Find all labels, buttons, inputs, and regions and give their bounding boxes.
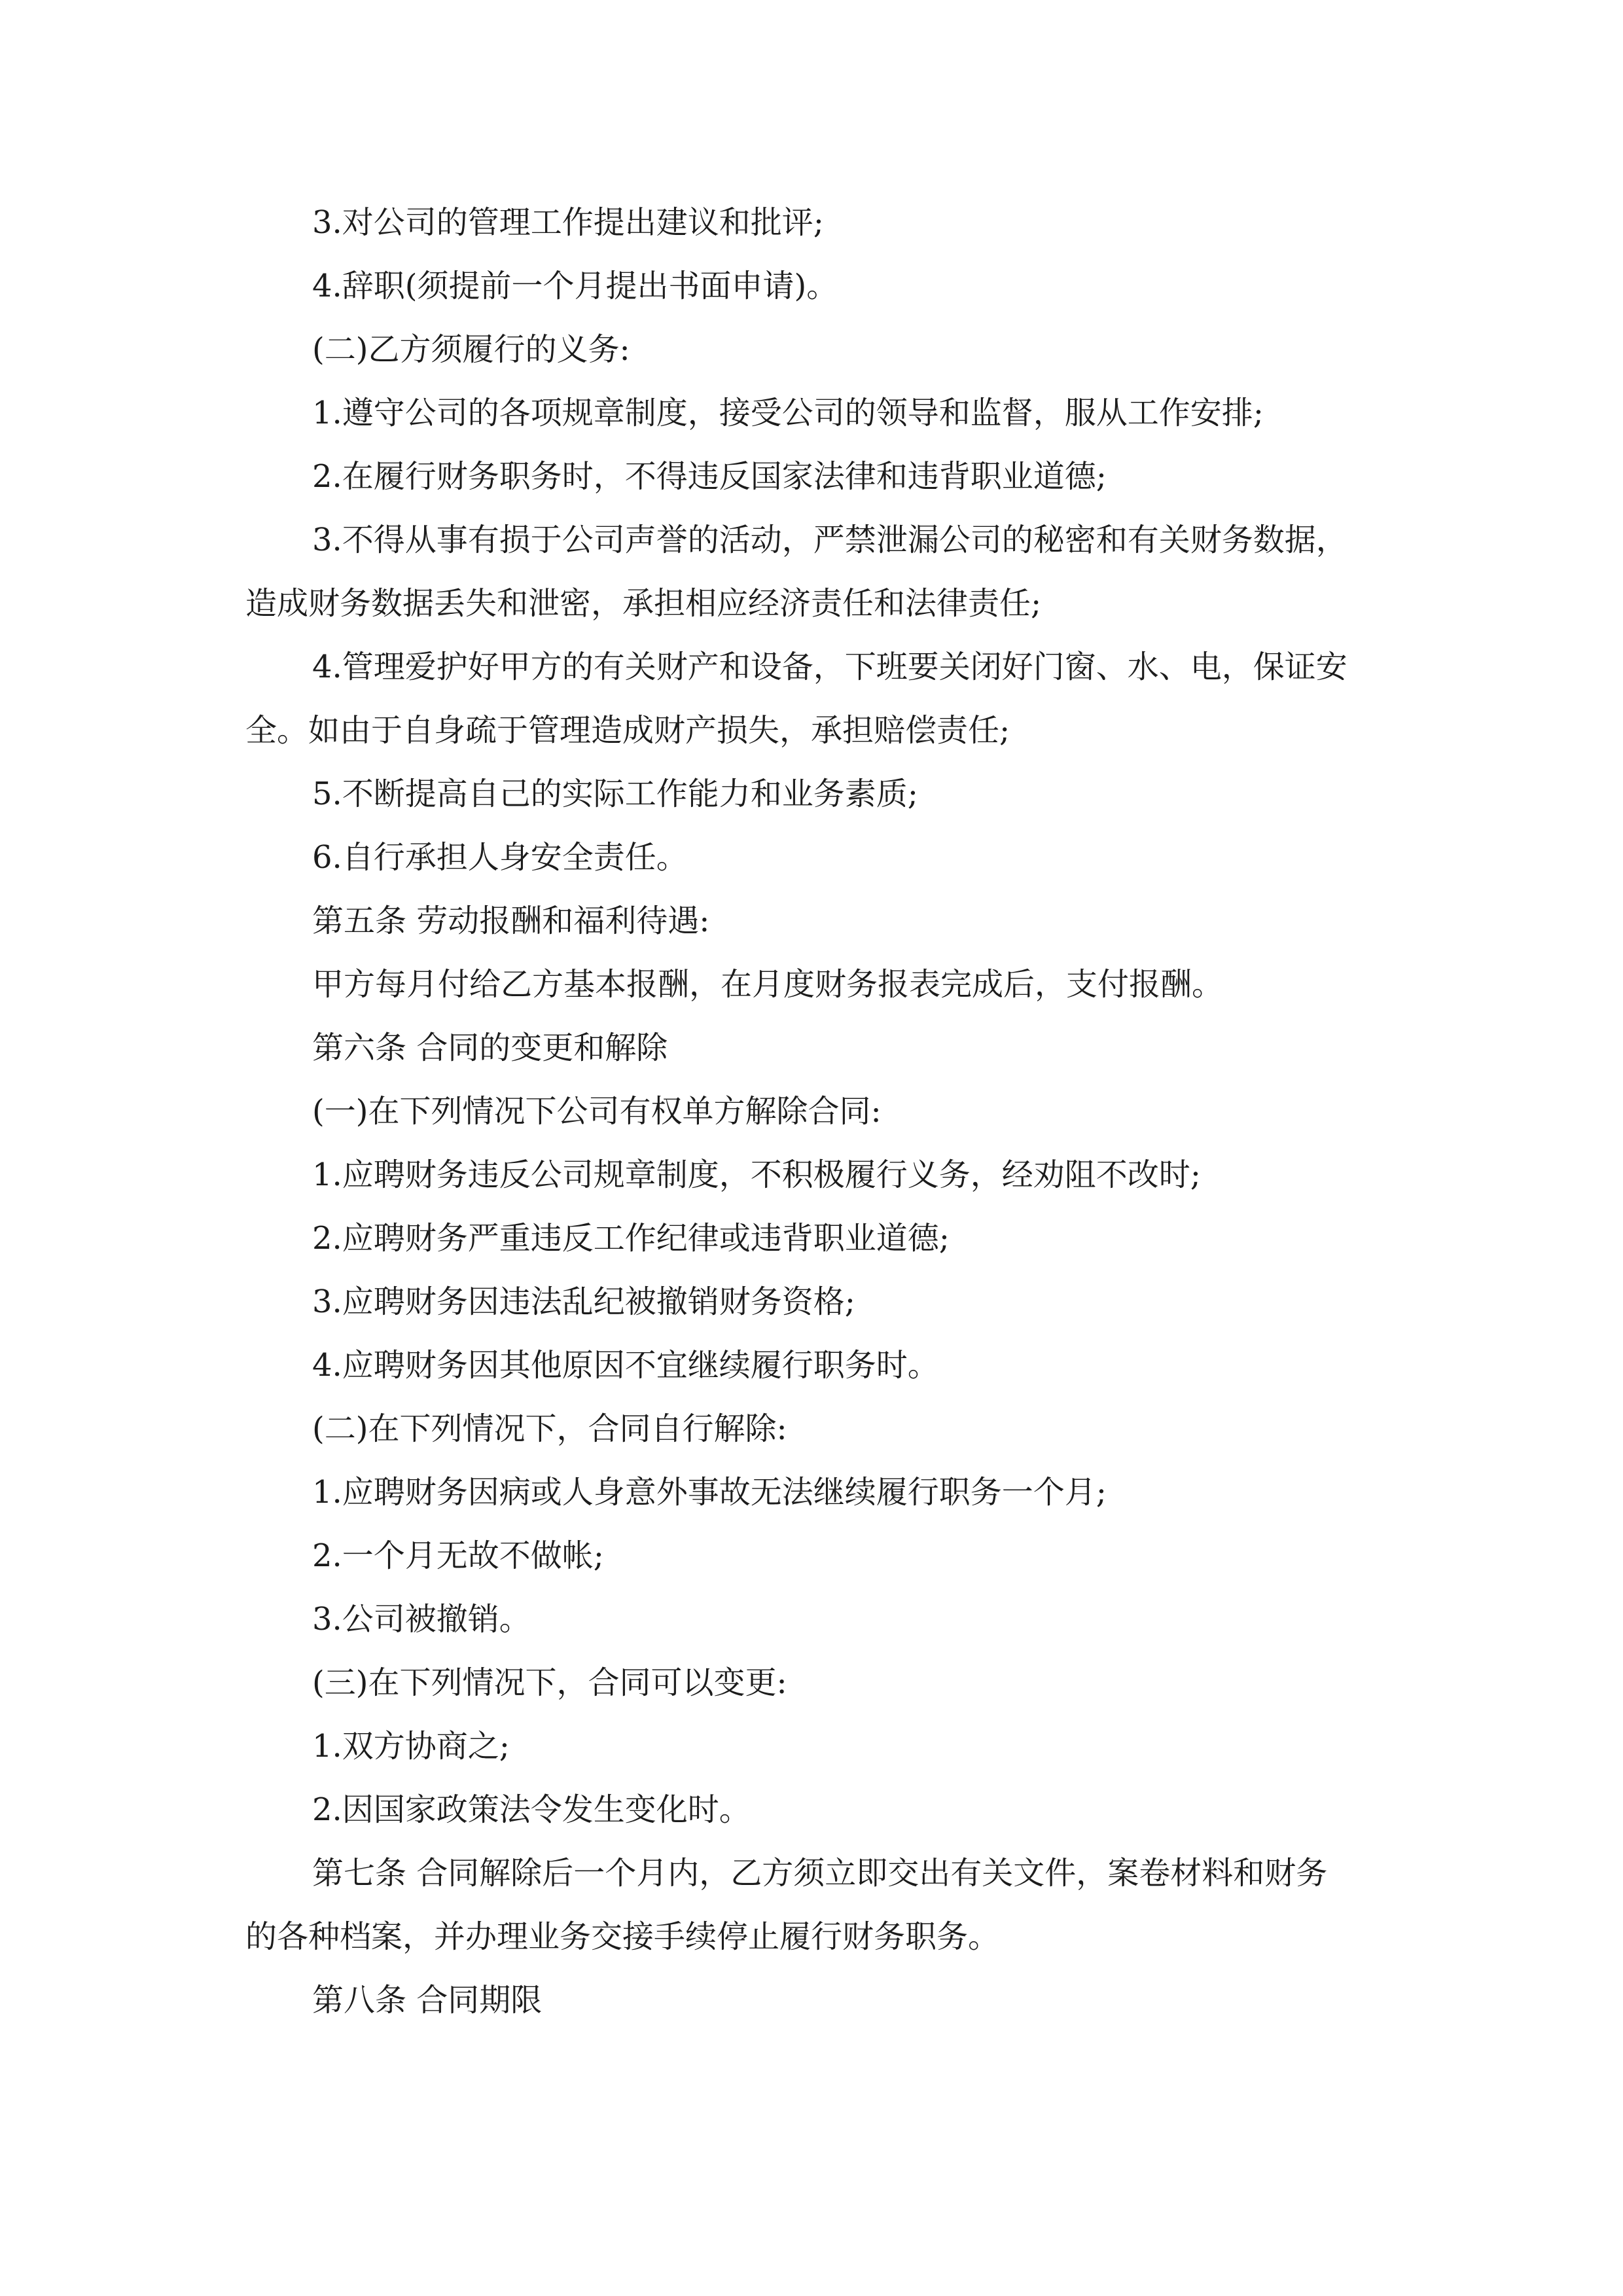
text-line: 6.自行承担人身安全责任。 bbox=[312, 839, 688, 876]
text-line: 1.双方协商之; bbox=[312, 1728, 510, 1765]
text-line: 5.不断提高自己的实际工作能力和业务素质; bbox=[312, 776, 918, 812]
text-line: 4.管理爱护好甲方的有关财产和设备，下班要关闭好门窗、水、电，保证安 bbox=[312, 649, 1347, 685]
section-heading: 第六条 合同的变更和解除 bbox=[312, 1030, 668, 1066]
text-line: 3.应聘财务因违法乱纪被撤销财务资格; bbox=[312, 1283, 855, 1320]
text-line: 4.应聘财务因其他原因不宜继续履行职务时。 bbox=[312, 1347, 939, 1384]
text-line: 2.因国家政策法令发生变化时。 bbox=[312, 1791, 751, 1828]
section-heading: 第七条 合同解除后一个月内，乙方须立即交出有关文件，案卷材料和财务 bbox=[312, 1855, 1328, 1892]
text-line: 全。如由于自身疏于管理造成财产损失，承担赔偿责任; bbox=[245, 712, 1010, 749]
text-line: 1.遵守公司的各项规章制度，接受公司的领导和监督，服从工作安排; bbox=[312, 395, 1264, 431]
text-line: 3.对公司的管理工作提出建议和批评; bbox=[312, 204, 824, 241]
text-line: (二)在下列情况下，合同自行解除: bbox=[312, 1410, 787, 1447]
text-line: 造成财务数据丢失和泄密，承担相应经济责任和法律责任; bbox=[245, 585, 1042, 622]
section-heading: 第八条 合同期限 bbox=[312, 1982, 543, 2018]
text-line: 1.应聘财务违反公司规章制度，不积极履行义务，经劝阻不改时; bbox=[312, 1157, 1201, 1193]
text-line: (二)乙方须履行的义务: bbox=[312, 331, 630, 368]
text-line: 1.应聘财务因病或人身意外事故无法继续履行职务一个月; bbox=[312, 1474, 1107, 1511]
text-line: 2.应聘财务严重违反工作纪律或违背职业道德; bbox=[312, 1220, 950, 1257]
text-line: 3.不得从事有损于公司声誉的活动，严禁泄漏公司的秘密和有关财务数据， bbox=[312, 522, 1347, 558]
text-line: 4.辞职(须提前一个月提出书面申请)。 bbox=[312, 268, 838, 304]
text-line: 3.公司被撤销。 bbox=[312, 1601, 531, 1638]
text-line: 2.在履行财务职务时，不得违反国家法律和违背职业道德; bbox=[312, 458, 1107, 495]
section-heading: 第五条 劳动报酬和福利待遇: bbox=[312, 903, 710, 939]
text-line: 的各种档案，并办理业务交接手续停止履行财务职务。 bbox=[245, 1918, 1000, 1955]
text-line: (三)在下列情况下，合同可以变更: bbox=[312, 1664, 787, 1701]
text-line: 甲方每月付给乙方基本报酬，在月度财务报表完成后，支付报酬。 bbox=[312, 966, 1224, 1003]
text-line: 2.一个月无故不做帐; bbox=[312, 1537, 604, 1574]
text-line: (一)在下列情况下公司有权单方解除合同: bbox=[312, 1093, 882, 1130]
